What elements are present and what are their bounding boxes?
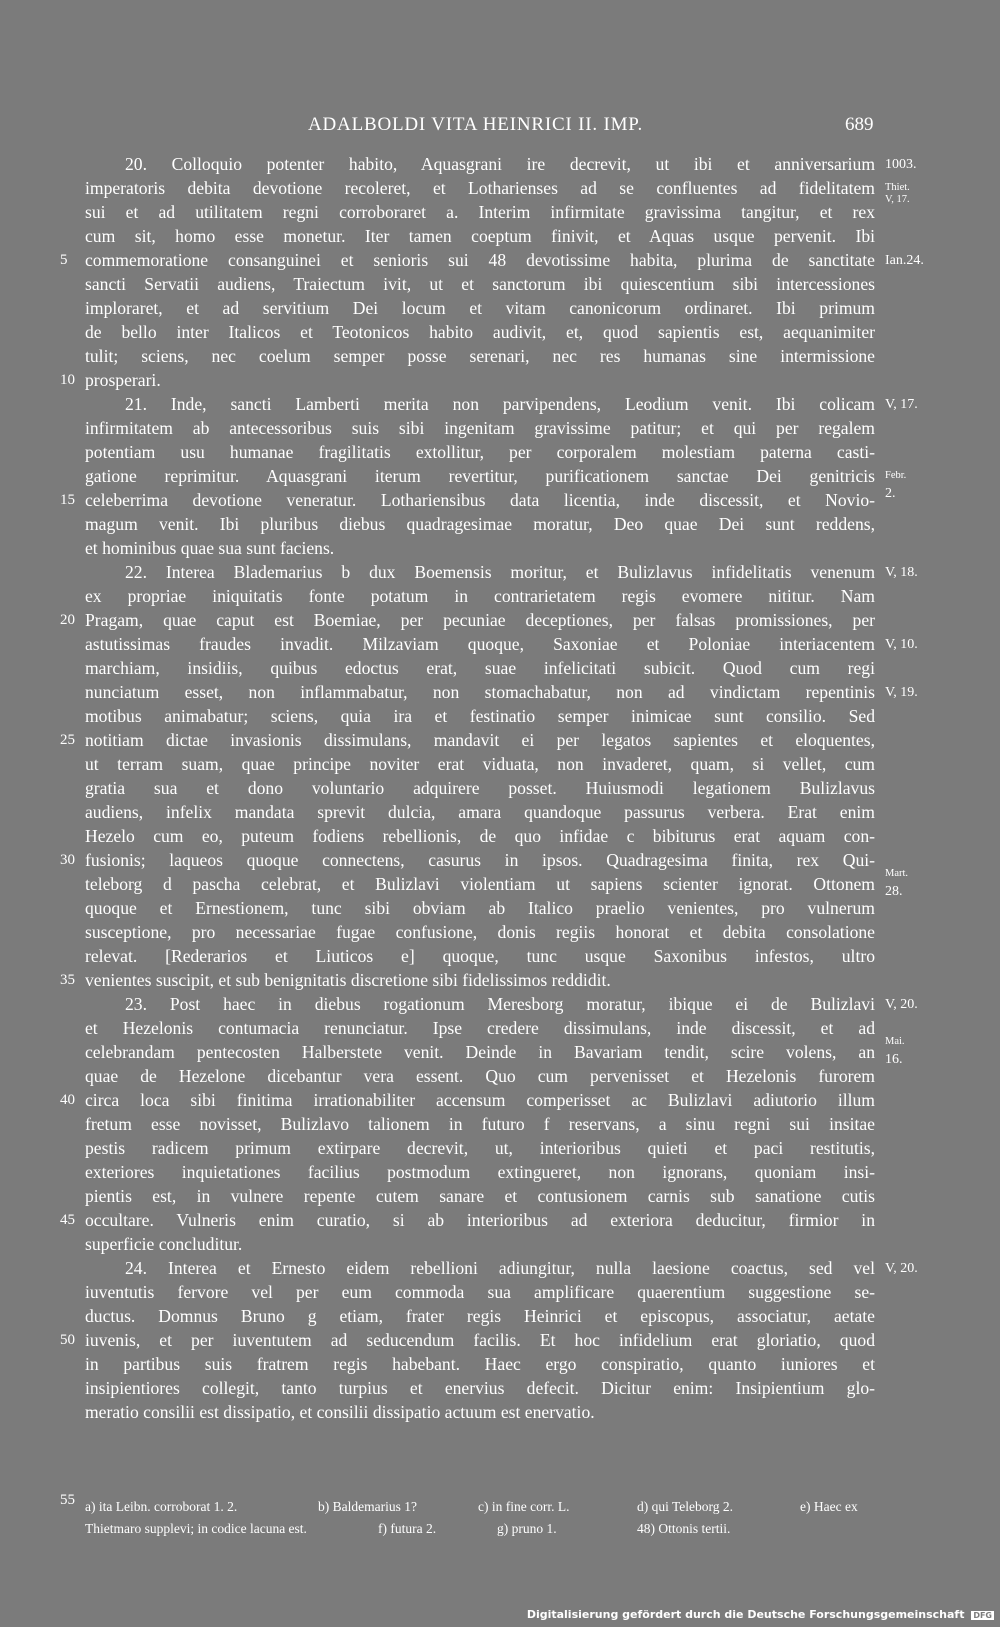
text-line: sancti Servatii audiens, Traiectum ivit, ut et sanctorum ibi quiescentium sibi intercessiones: [85, 274, 875, 294]
text-line: superficie concluditur.: [85, 1234, 243, 1254]
text-line: Pragam, quae caput est Boemiae, per pecuniae deceptiones, per falsas promissiones, per: [85, 610, 875, 630]
footnote-48: 48) Ottonis tertii.: [637, 1521, 731, 1536]
text-line: pestis radicem primum extirpare decrevit, ut, interioribus quieti et paci restitutis,: [85, 1138, 875, 1158]
text-line: de bello inter Italicos et Teotonicos habito audivit, et, quod sapientis est, aequanimiter: [85, 322, 875, 342]
text-line: meratio consilii est dissipatio, et consilii dissipatio actuum est enervatio.: [85, 1402, 595, 1422]
text-line: marchiam, insidiis, quibus edoctus erat, suae infelicitati subicit. Quod cum regi: [85, 658, 875, 678]
margin-note: V, 20.: [885, 997, 918, 1012]
text-line: 20. Colloquio potenter habito, Aquasgrani ire decrevit, ut ibi et anniversarium: [125, 154, 875, 174]
text-line: ductus. Domnus Bruno g etiam, frater regis Heinrici et episcopus, associatur, aetate: [85, 1306, 875, 1326]
text-line: prosperari.: [85, 370, 161, 390]
text-line: astutissimas fraudes invadit. Milzaviam quoque, Saxoniae et Poloniae interiacentem: [85, 634, 875, 654]
text-line: iuventutis fervore vel per eum commoda sua amplificare quaerentium suggestione se-: [85, 1282, 875, 1302]
line-number: 30: [60, 852, 75, 868]
text-line: pientis est, in vulnere repente cutem sanare et contusionem carnis sub sanatione cutis: [85, 1186, 875, 1206]
text-line: gratia sua et dono voluntario adquirere posset. Huiusmodi legationem Bulizlavus: [85, 778, 875, 798]
text-line: susceptione, pro necessariae fugae confusione, donis regiis honorat et debita consolatione: [85, 922, 875, 942]
line-number: 40: [60, 1092, 75, 1108]
line-number: 35: [60, 972, 75, 988]
text-line: commemoratione consanguinei et senioris sui 48 devotissime habita, plurima de sanctitate: [85, 250, 875, 270]
text-line: Hezelo cum eo, puteum fodiens rebellionis, de quo infidae c bibiturus erat aquam con-: [85, 826, 875, 846]
text-line: fusionis; laqueos quoque connectens, casurus in ipsos. Quadragesima finita, rex Qui-: [85, 850, 875, 870]
footnote-e: e) Haec ex: [800, 1499, 858, 1514]
margin-note: 28.: [885, 884, 903, 900]
margin-note: V, 17.: [885, 397, 918, 412]
text-line: celeberrima devotione veneratur. Lothariensibus data licentia, inde discessit, et Novio-: [85, 490, 875, 510]
margin-note: Mai.: [885, 1036, 905, 1048]
line-number: 20: [60, 612, 75, 628]
margin-note: V, 17.: [885, 194, 910, 205]
footnote-e-cont: Thietmaro supplevi; in codice lacuna est.: [85, 1521, 307, 1536]
footnote-a: a) ita Leibn. corroborat 1. 2.: [85, 1499, 238, 1514]
margin-note: Febr.: [885, 470, 907, 481]
text-line: infirmitatem ab antecessoribus suis sibi ingenitam gravissime patitur; et qui per regalem: [85, 418, 875, 438]
text-line: 21. Inde, sancti Lamberti merita non parvipendens, Leodium venit. Ibi colicam: [125, 394, 875, 414]
text-line: occultare. Vulneris enim curatio, si ab interioribus ad exteriora deducitur, firmior in: [85, 1210, 875, 1230]
text-line: fretum esse novisset, Bulizlavo talionem in futuro f reservans, a sinu regni sui insitae: [85, 1114, 875, 1134]
margin-note: 16.: [885, 1052, 903, 1068]
text-line: quoque et Ernestionem, tunc sibi obviam ab Italico praelio venientes, pro vulnerum: [85, 898, 875, 918]
footnote-f: f) futura 2.: [378, 1521, 437, 1536]
text-line: teleborg d pascha celebrat, et Bulizlavi violentiam ut sapiens scienter ignorat. Ottonem: [85, 874, 875, 894]
footnote-b: b) Baldemarius 1?: [318, 1499, 417, 1514]
page-number: 689: [845, 114, 874, 135]
line-number: 25: [60, 732, 75, 748]
running-title: ADALBOLDI VITA HEINRICI II. IMP.: [308, 114, 644, 135]
text-line: relevat. [Rederarios et Liuticos e] quoque, tunc usque Saxonibus infestos, ultro: [85, 946, 875, 966]
text-line: nunciatum esset, non inflammabatur, non stomachabatur, non ad vindictam repentinis: [85, 682, 875, 702]
text-line: ex propriae iniquitatis fonte potatum in contrarietatem regis evomere nititur. Nam: [85, 586, 875, 606]
text-line: venientes suscipit, et sub benignitatis discretione sibi fidelissimos reddidit.: [85, 970, 611, 990]
text-line: imploraret, et ad servitium Dei locum et vitam canonicorum ordinaret. Ibi primum: [85, 298, 875, 318]
footnote-g: g) pruno 1.: [497, 1521, 557, 1536]
digitization-credit: [527, 1608, 994, 1621]
text-line: quae de Hezelone dicebantur vera essent. Quo cum pervenisset et Hezelonis furorem: [85, 1066, 875, 1086]
text-line: celebrandam pentecosten Halberstete venit. Deinde in Bavariam tendit, scire volens, an: [85, 1042, 875, 1062]
text-line: circa loca sibi finitima irrationabiliter accensum comperisset ac Bulizlavi adiutorio illum: [85, 1090, 875, 1110]
text-line: magum venit. Ibi pluribus diebus quadragesimae moratur, Deo quae Dei sunt reddens,: [85, 514, 875, 534]
text-line: in partibus suis fratrem regis habebant. Haec ergo conspiratio, quanto iuniores et: [85, 1354, 875, 1374]
margin-note: V, 10.: [885, 637, 918, 652]
margin-note: 2.: [885, 485, 896, 501]
text-line: 24. Interea et Ernesto eidem rebellioni adiungitur, nulla laesione coactus, sed vel: [125, 1258, 875, 1278]
text-line: 22. Interea Blademarius b dux Boemensis moritur, et Bulizlavus infidelitatis venenum: [125, 562, 875, 582]
text-line: gatione reprimitur. Aquasgrani iterum revertitur, purificationem sanctae Dei genitricis: [85, 466, 875, 486]
text-line: 23. Post haec in diebus rogationum Meresborg moratur, ibique ei de Bulizlavi: [125, 994, 875, 1014]
text-line: sui et ad utilitatem regni corroboraret a. Interim infirmitate gravissima tangitur, et rex: [85, 202, 875, 222]
text-line: et Hezelonis contumacia renunciatur. Ipse credere dissimulans, inde discessit, et ad: [85, 1018, 875, 1038]
line-number: 45: [60, 1212, 75, 1228]
line-number: 10: [60, 372, 75, 388]
line-number: 50: [60, 1332, 75, 1348]
margin-note: 1003.: [885, 157, 917, 172]
text-line: notitiam dictae invasionis dissimulans, mandavit ei per legatos sapientes et eloquentes,: [85, 730, 875, 750]
dfg-logo: DFG: [973, 1610, 992, 1620]
text-line: iuvenis, et per iuventutem ad seducendum facilis. Et hoc infidelium erat gloriatio, quod: [85, 1330, 875, 1350]
page-header: [0, 114, 1000, 142]
credit-text: Digitalisierung gefördert durch die Deutsche Forschungsgemeinschaft: [526, 1608, 965, 1621]
footnote-c: c) in fine corr. L.: [478, 1499, 570, 1514]
text-line: et hominibus quae sua sunt faciens.: [85, 538, 335, 558]
text-line: exteriores inquietationes facilius postmodum extingueret, non ignorans, quoniam insi-: [85, 1162, 875, 1182]
margin-note: Mart.: [885, 868, 909, 880]
text-line: audiens, infelix mandata sprevit dulcia, amara quandoque passurus verbera. Erat enim: [85, 802, 875, 822]
line-number: 15: [60, 492, 75, 508]
text-line: cum sit, homo esse monetur. Iter tamen coeptum finivit, et Aquas usque pervenit. Ibi: [85, 226, 875, 246]
text-line: tulit; sciens, nec coelum semper posse serenari, nec res humanas sine intermissione: [85, 346, 875, 366]
text-line: insipientiores collegit, tanto turpius et enervius defecit. Dicitur enim: Insipientium glo-: [85, 1378, 875, 1398]
margin-note: Thiet.: [885, 182, 910, 193]
text-line: imperatoris debita devotione recoleret, et Lotharienses ad se confluentes ad fidelitatem: [85, 178, 875, 198]
text-line: motibus animabatur; sciens, quia ira et festinatio semper inimicae sunt consilio. Sed: [85, 706, 875, 726]
margin-note: V, 18.: [885, 565, 918, 580]
footnote-d: d) qui Teleborg 2.: [637, 1499, 734, 1514]
margin-note: V, 19.: [885, 685, 918, 700]
line-number: 5: [60, 252, 68, 268]
line-number-55: 55: [60, 1492, 75, 1508]
margin-note: V, 20.: [885, 1261, 918, 1276]
text-line: ut terram suam, quae principe noviter erat viduata, non invaderet, quam, si vellet, cum: [85, 754, 875, 774]
margin-note: Ian.24.: [885, 253, 924, 268]
text-line: potentiam usu humanae fragilitatis extollitur, per corporalem molestiam paterna casti-: [85, 442, 875, 462]
